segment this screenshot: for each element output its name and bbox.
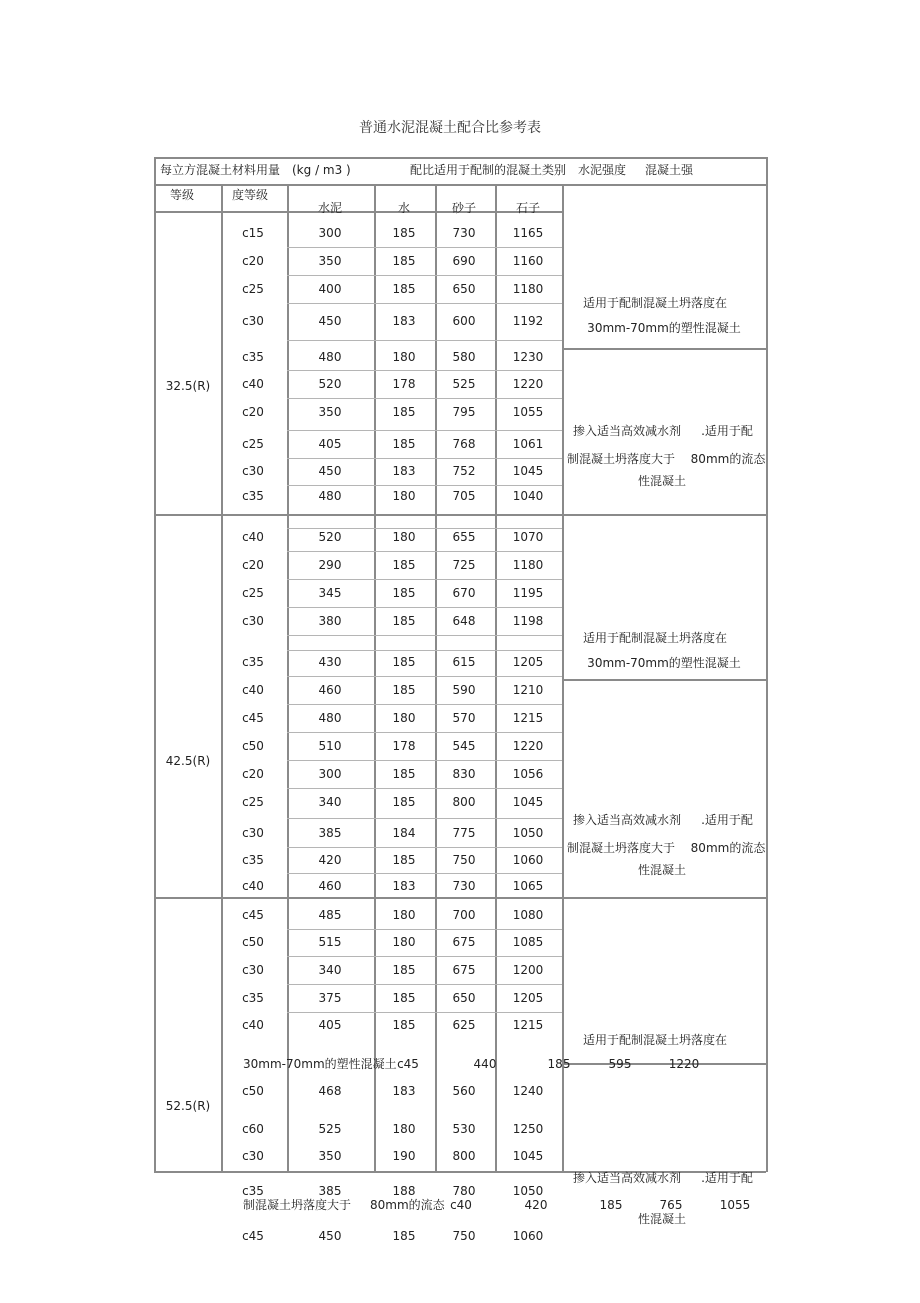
header-concrete-strength-label: 混凝土强 xyxy=(645,163,694,177)
material-cell: 1200 xyxy=(512,963,544,977)
material-cell: 1040 xyxy=(512,489,544,503)
material-cell: 510 xyxy=(318,739,342,753)
strength-grade-cell: c35 xyxy=(242,853,264,867)
material-cell: 1085 xyxy=(512,935,544,949)
note-flow-line1b: .适用于配 xyxy=(701,1171,753,1185)
note-flow-line1a: 掺入适当高效减水剂 xyxy=(572,424,682,438)
note-plastic-line1: 适用于配制混凝土坍落度在 xyxy=(582,631,728,645)
material-cell: 300 xyxy=(318,226,342,240)
note-flow-line3: 性混凝土 xyxy=(637,474,687,488)
overflow-cell: 185 xyxy=(392,1229,416,1243)
material-cell: 183 xyxy=(392,314,416,328)
material-cell: 750 xyxy=(452,853,476,867)
grid-line xyxy=(154,184,766,186)
note-plastic-line2: 30mm-70mm的塑性混凝土 xyxy=(587,321,741,335)
material-cell: 380 xyxy=(318,614,342,628)
row-separator xyxy=(287,528,562,529)
strength-grade-cell: c30 xyxy=(242,464,264,478)
overflow-cell: 1220 xyxy=(668,1057,700,1071)
strength-grade-cell: c35 xyxy=(242,655,264,669)
material-cell: 730 xyxy=(452,879,476,893)
material-cell: 1192 xyxy=(512,314,544,328)
strength-grade-cell: c30 xyxy=(242,1149,264,1163)
strength-grade-cell: c45 xyxy=(242,711,264,725)
material-cell: 800 xyxy=(452,795,476,809)
material-cell: 1056 xyxy=(512,767,544,781)
row-separator xyxy=(287,847,562,848)
material-cell: 1050 xyxy=(512,826,544,840)
material-cell: 405 xyxy=(318,437,342,451)
material-cell: 525 xyxy=(452,377,476,391)
material-cell: 1198 xyxy=(512,614,544,628)
note-flow-line3: 性混凝土 xyxy=(637,1212,687,1226)
material-cell: 190 xyxy=(392,1149,416,1163)
strength-grade-cell: c40 xyxy=(242,1018,264,1032)
overflow-cell: 1050 xyxy=(512,1184,544,1198)
material-cell: 480 xyxy=(318,711,342,725)
material-cell: 185 xyxy=(392,767,416,781)
row-separator xyxy=(287,579,562,580)
overflow-cell: 188 xyxy=(392,1184,416,1198)
material-cell: 185 xyxy=(392,586,416,600)
material-cell: 178 xyxy=(392,739,416,753)
strength-grade-cell: c35 xyxy=(242,350,264,364)
material-cell: 180 xyxy=(392,711,416,725)
material-cell: 180 xyxy=(392,908,416,922)
material-cell: 525 xyxy=(318,1122,342,1136)
material-cell: 625 xyxy=(452,1018,476,1032)
row-separator xyxy=(287,1012,562,1013)
grid-line xyxy=(154,157,156,1172)
material-cell: 183 xyxy=(392,1084,416,1098)
row-separator xyxy=(287,929,562,930)
strength-grade-cell: c30 xyxy=(242,314,264,328)
overflow-cell: 420 xyxy=(524,1198,548,1212)
overflow-cell: 185 xyxy=(599,1198,623,1212)
row-separator xyxy=(287,275,562,276)
strength-grade-cell: c50 xyxy=(242,1084,264,1098)
material-cell: 350 xyxy=(318,1149,342,1163)
material-cell: 185 xyxy=(392,254,416,268)
material-cell: 520 xyxy=(318,377,342,391)
strength-grade-cell: c15 xyxy=(242,226,264,240)
material-cell: 345 xyxy=(318,586,342,600)
row-separator xyxy=(287,956,562,957)
material-cell: 648 xyxy=(452,614,476,628)
material-cell: 580 xyxy=(452,350,476,364)
header-col-3: 石子 xyxy=(515,201,541,215)
material-cell: 1060 xyxy=(512,853,544,867)
material-cell: 795 xyxy=(452,405,476,419)
strength-grade-cell: c45 xyxy=(242,908,264,922)
overflow-cell: 450 xyxy=(318,1229,342,1243)
grid-line xyxy=(154,897,766,899)
strength-grade-cell: c35 xyxy=(242,991,264,1005)
material-cell: 185 xyxy=(392,683,416,697)
material-cell: 1061 xyxy=(512,437,544,451)
material-cell: 178 xyxy=(392,377,416,391)
material-cell: 183 xyxy=(392,879,416,893)
material-cell: 675 xyxy=(452,935,476,949)
material-cell: 590 xyxy=(452,683,476,697)
material-cell: 460 xyxy=(318,683,342,697)
grid-line xyxy=(374,184,376,1172)
material-cell: 430 xyxy=(318,655,342,669)
note-plastic-line1: 适用于配制混凝土坍落度在 xyxy=(582,1033,728,1047)
header-grade-label: 等级 xyxy=(170,188,195,202)
material-cell: 670 xyxy=(452,586,476,600)
material-cell: 485 xyxy=(318,908,342,922)
material-cell: 650 xyxy=(452,282,476,296)
material-cell: 185 xyxy=(392,226,416,240)
material-cell: 185 xyxy=(392,991,416,1005)
grid-line xyxy=(766,157,768,1172)
material-cell: 800 xyxy=(452,1149,476,1163)
material-cell: 1205 xyxy=(512,991,544,1005)
strength-grade-cell: c20 xyxy=(242,254,264,268)
overflow-cell: c45 xyxy=(397,1057,419,1071)
cement-grade-label: 42.5(R) xyxy=(165,754,211,768)
material-cell: 768 xyxy=(452,437,476,451)
material-cell: 340 xyxy=(318,795,342,809)
overflow-cell: 765 xyxy=(659,1198,683,1212)
row-separator xyxy=(287,551,562,552)
grid-line xyxy=(221,184,223,1172)
cement-grade-label: 52.5(R) xyxy=(165,1099,211,1113)
strength-grade-cell: c40 xyxy=(242,879,264,893)
header-cement-strength-label: 水泥强度 xyxy=(578,163,627,177)
row-separator xyxy=(287,303,562,304)
strength-grade-cell: c40 xyxy=(242,377,264,391)
grid-line xyxy=(562,184,564,1172)
grid-line xyxy=(154,211,563,213)
material-cell: 1080 xyxy=(512,908,544,922)
material-cell: 570 xyxy=(452,711,476,725)
header-unit-label: (kg / m3 ) xyxy=(292,163,351,177)
strength-grade-cell: c30 xyxy=(242,826,264,840)
material-cell: 290 xyxy=(318,558,342,572)
material-cell: 1165 xyxy=(512,226,544,240)
row-separator xyxy=(287,788,562,789)
overflow-cell: 780 xyxy=(452,1184,476,1198)
material-cell: 450 xyxy=(318,464,342,478)
row-separator xyxy=(287,704,562,705)
material-cell: 1215 xyxy=(512,1018,544,1032)
note-flow-line2a: 制混凝土坍落度大于 xyxy=(566,841,676,855)
strength-grade-cell: c60 xyxy=(242,1122,264,1136)
material-cell: 180 xyxy=(392,350,416,364)
strength-grade-cell: c30 xyxy=(242,614,264,628)
overflow-cell: 440 xyxy=(473,1057,497,1071)
material-cell: 530 xyxy=(452,1122,476,1136)
row-separator xyxy=(287,458,562,459)
material-cell: 184 xyxy=(392,826,416,840)
header-material-label: 每立方混凝土材料用量 xyxy=(160,163,281,177)
row-separator xyxy=(287,873,562,874)
material-cell: 1045 xyxy=(512,1149,544,1163)
note-plastic-line1: 适用于配制混凝土坍落度在 xyxy=(582,296,728,310)
material-cell: 1195 xyxy=(512,586,544,600)
material-cell: 350 xyxy=(318,405,342,419)
grid-line xyxy=(562,348,766,350)
material-cell: 775 xyxy=(452,826,476,840)
material-cell: 1045 xyxy=(512,795,544,809)
material-cell: 180 xyxy=(392,530,416,544)
note-flow-line2a: 制混凝土坍落度大于 xyxy=(566,452,676,466)
material-cell: 400 xyxy=(318,282,342,296)
strength-grade-cell: c20 xyxy=(242,558,264,572)
material-cell: 1240 xyxy=(512,1084,544,1098)
strength-grade-cell: c25 xyxy=(242,795,264,809)
overflow-note: 制混凝土坍落度大于 xyxy=(243,1198,352,1212)
material-cell: 180 xyxy=(392,489,416,503)
material-cell: 650 xyxy=(452,991,476,1005)
material-cell: 615 xyxy=(452,655,476,669)
material-cell: 340 xyxy=(318,963,342,977)
overflow-cell: 385 xyxy=(318,1184,342,1198)
overflow-cell: 750 xyxy=(452,1229,476,1243)
material-cell: 700 xyxy=(452,908,476,922)
material-cell: 420 xyxy=(318,853,342,867)
overflow-note: 30mm-70mm的塑性混凝土 xyxy=(243,1057,397,1071)
grid-line xyxy=(154,157,766,159)
row-separator xyxy=(287,650,562,651)
material-cell: 185 xyxy=(392,853,416,867)
header-category-label: 配比适用于配制的混凝土类别 xyxy=(410,163,567,177)
note-flow-line1b: .适用于配 xyxy=(701,813,753,827)
overflow-cell: c35 xyxy=(242,1184,264,1198)
note-flow-line2b: 80mm的流态 xyxy=(690,841,766,855)
material-cell: 1250 xyxy=(512,1122,544,1136)
page-title: 普通水泥混凝土配合比参考表 xyxy=(359,120,541,136)
overflow-note: 80mm的流态 xyxy=(370,1198,445,1212)
strength-grade-cell: c35 xyxy=(242,489,264,503)
row-separator xyxy=(287,984,562,985)
material-cell: 185 xyxy=(392,1018,416,1032)
note-flow-line1a: 掺入适当高效减水剂 xyxy=(572,1171,682,1185)
material-cell: 405 xyxy=(318,1018,342,1032)
row-separator xyxy=(287,247,562,248)
material-cell: 185 xyxy=(392,614,416,628)
material-cell: 185 xyxy=(392,655,416,669)
material-cell: 515 xyxy=(318,935,342,949)
material-cell: 1045 xyxy=(512,464,544,478)
material-cell: 375 xyxy=(318,991,342,1005)
material-cell: 1180 xyxy=(512,282,544,296)
material-cell: 185 xyxy=(392,282,416,296)
grid-line xyxy=(562,679,766,681)
overflow-cell: 1060 xyxy=(512,1229,544,1243)
material-cell: 545 xyxy=(452,739,476,753)
material-cell: 185 xyxy=(392,795,416,809)
material-cell: 1230 xyxy=(512,350,544,364)
strength-grade-cell: c25 xyxy=(242,586,264,600)
material-cell: 1160 xyxy=(512,254,544,268)
strength-grade-cell: c20 xyxy=(242,405,264,419)
material-cell: 185 xyxy=(392,963,416,977)
material-cell: 1220 xyxy=(512,739,544,753)
material-cell: 730 xyxy=(452,226,476,240)
material-cell: 183 xyxy=(392,464,416,478)
overflow-cell: 1055 xyxy=(719,1198,751,1212)
strength-grade-cell: c25 xyxy=(242,282,264,296)
header-strength-grade-label: 度等级 xyxy=(232,188,269,202)
material-cell: 830 xyxy=(452,767,476,781)
material-cell: 460 xyxy=(318,879,342,893)
row-separator xyxy=(287,760,562,761)
row-separator xyxy=(287,430,562,431)
grid-line xyxy=(495,184,497,1172)
header-col-2: 砂子 xyxy=(451,201,477,215)
material-cell: 690 xyxy=(452,254,476,268)
material-cell: 180 xyxy=(392,1122,416,1136)
material-cell: 600 xyxy=(452,314,476,328)
overflow-cell: 185 xyxy=(547,1057,571,1071)
material-cell: 752 xyxy=(452,464,476,478)
material-cell: 560 xyxy=(452,1084,476,1098)
row-separator xyxy=(287,485,562,486)
material-cell: 1220 xyxy=(512,377,544,391)
material-cell: 675 xyxy=(452,963,476,977)
row-separator xyxy=(287,340,562,341)
row-separator xyxy=(287,370,562,371)
material-cell: 480 xyxy=(318,489,342,503)
row-separator xyxy=(287,398,562,399)
row-separator xyxy=(287,607,562,608)
material-cell: 655 xyxy=(452,530,476,544)
material-cell: 185 xyxy=(392,437,416,451)
material-cell: 185 xyxy=(392,558,416,572)
material-cell: 468 xyxy=(318,1084,342,1098)
row-separator xyxy=(287,635,562,636)
header-col-1: 水 xyxy=(397,201,411,215)
note-flow-line1b: .适用于配 xyxy=(701,424,753,438)
grid-line xyxy=(154,514,766,516)
strength-grade-cell: c25 xyxy=(242,437,264,451)
header-col-0: 水泥 xyxy=(317,201,343,215)
strength-grade-cell: c20 xyxy=(242,767,264,781)
material-cell: 1065 xyxy=(512,879,544,893)
overflow-cell: 595 xyxy=(608,1057,632,1071)
material-cell: 385 xyxy=(318,826,342,840)
row-separator xyxy=(287,818,562,819)
strength-grade-cell: c40 xyxy=(242,683,264,697)
material-cell: 520 xyxy=(318,530,342,544)
material-cell: 1070 xyxy=(512,530,544,544)
material-cell: 705 xyxy=(452,489,476,503)
material-cell: 1210 xyxy=(512,683,544,697)
overflow-cell: c40 xyxy=(450,1198,472,1212)
grid-line xyxy=(562,1063,766,1065)
material-cell: 1215 xyxy=(512,711,544,725)
grid-line xyxy=(287,184,289,1172)
material-cell: 725 xyxy=(452,558,476,572)
material-cell: 450 xyxy=(318,314,342,328)
strength-grade-cell: c40 xyxy=(242,530,264,544)
material-cell: 480 xyxy=(318,350,342,364)
overflow-cell: c45 xyxy=(242,1229,264,1243)
material-cell: 300 xyxy=(318,767,342,781)
note-flow-line2b: 80mm的流态 xyxy=(690,452,766,466)
material-cell: 185 xyxy=(392,405,416,419)
strength-grade-cell: c50 xyxy=(242,739,264,753)
material-cell: 1205 xyxy=(512,655,544,669)
note-plastic-line2: 30mm-70mm的塑性混凝土 xyxy=(587,656,741,670)
material-cell: 350 xyxy=(318,254,342,268)
material-cell: 1180 xyxy=(512,558,544,572)
note-flow-line3: 性混凝土 xyxy=(637,863,687,877)
row-separator xyxy=(287,676,562,677)
strength-grade-cell: c30 xyxy=(242,963,264,977)
cement-grade-label: 32.5(R) xyxy=(165,379,211,393)
grid-line xyxy=(435,184,437,1172)
material-cell: 1055 xyxy=(512,405,544,419)
note-flow-line1a: 掺入适当高效减水剂 xyxy=(572,813,682,827)
strength-grade-cell: c50 xyxy=(242,935,264,949)
material-cell: 180 xyxy=(392,935,416,949)
row-separator xyxy=(287,732,562,733)
